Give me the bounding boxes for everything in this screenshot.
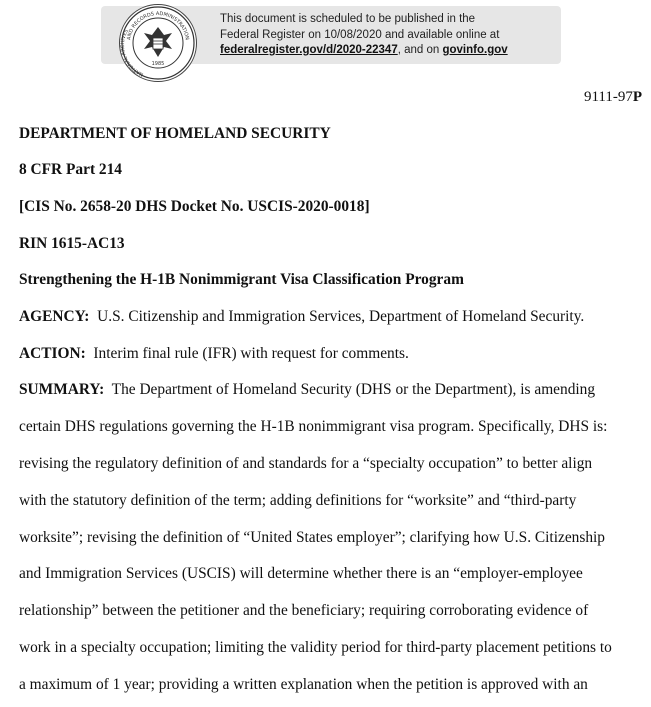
notice-line-3-mid: , and on <box>397 44 443 56</box>
rin-heading: RIN 1615-AC13 <box>19 235 125 252</box>
summary-line: and Immigration Services (USCIS) will determine whether there is an “employer-employee <box>19 565 583 582</box>
summary-label: SUMMARY: <box>19 381 105 398</box>
action-text: Interim final rule (IFR) with request for comments. <box>93 345 409 362</box>
agency-text: U.S. Citizenship and Immigration Services, Department of Homeland Security. <box>97 308 585 325</box>
document-number-prefix: 9111-97 <box>583 89 633 105</box>
summary-line: worksite”; revising the definition of “United States employer”; clarifying how U.S. Citizenship <box>19 529 606 546</box>
action-line <box>19 345 409 363</box>
publication-notice-banner <box>101 6 561 78</box>
document-number-suffix: P <box>632 89 642 105</box>
summary-line-first <box>19 381 595 399</box>
action-label: ACTION: <box>19 345 86 362</box>
rule-title: Strengthening the H-1B Nonimmigrant Visa Classification Program <box>19 271 464 288</box>
summary-line: with the statutory definition of the term; adding definitions for “worksite” and “third-party <box>19 492 577 509</box>
national-archives-seal-icon <box>119 4 197 82</box>
govinfo-link[interactable]: govinfo.gov <box>442 44 508 56</box>
agency-label: AGENCY: <box>19 308 90 325</box>
summary-text-first: The Department of Homeland Security (DHS or the Department), is amending <box>111 381 596 398</box>
seal-ring-text-left: NATIONAL ARCHIVES <box>120 28 145 78</box>
publication-notice-text <box>220 12 550 59</box>
summary-line: relationship” between the petitioner and the beneficiary; requiring corroborating evidence of <box>19 602 589 619</box>
summary-line: certain DHS regulations governing the H-1B nonimmigrant visa program. Specifically, DHS is: <box>19 418 608 435</box>
document-number <box>584 89 642 106</box>
summary-line: revising the regulatory definition of and standards for a “specialty occupation” to better align <box>19 455 593 472</box>
seal-ring-text: AND RECORDS ADMINISTRATION <box>126 10 190 41</box>
seal-year-text: 1985 <box>151 61 165 67</box>
notice-line-2: Federal Register on 10/08/2020 and available online at <box>220 28 500 41</box>
docket-heading: [CIS No. 2658-20 DHS Docket No. USCIS-2020-0018] <box>19 198 370 215</box>
summary-line: work in a specialty occupation; limiting the validity period for third-party placement petitions to <box>19 639 612 656</box>
notice-line-3 <box>220 43 550 59</box>
notice-line-1: This document is scheduled to be published in the <box>220 13 476 25</box>
summary-line: a maximum of 1 year; providing a written explanation when the petition is approved with an <box>19 676 588 693</box>
cfr-part-heading: 8 CFR Part 214 <box>19 161 123 178</box>
federalregister-link[interactable]: federalregister.gov/d/2020-22347 <box>220 44 398 56</box>
agency-line <box>19 308 584 326</box>
department-heading: DEPARTMENT OF HOMELAND SECURITY <box>19 125 331 142</box>
